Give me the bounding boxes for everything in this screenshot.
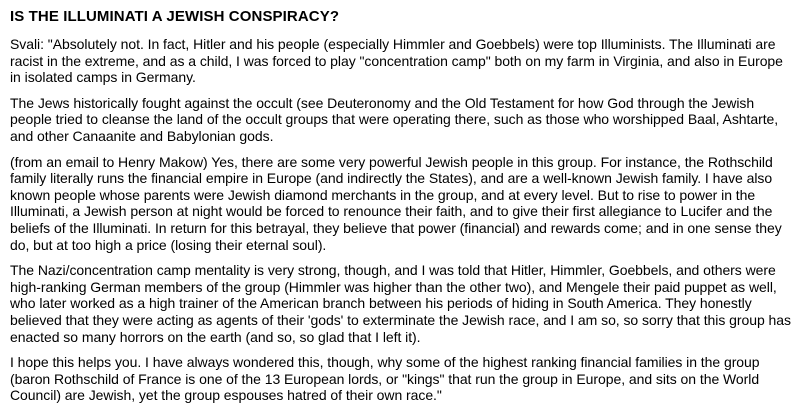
paragraph-closing: I hope this helps you. I have always wondered this, though, why some of the highest ranking financial families in the group (baron Rothschild of France is one of the 13 European lords, or "kings" that run the group in Europe, and sits on the World Council) are Jewish, yet the group espouses hatred of their own race." [10,354,760,404]
article-heading: IS THE ILLUMINATI A JEWISH CONSPIRACY? [10,8,340,25]
article [10,0,795,404]
paragraph-makow-email: (from an email to Henry Makow) Yes, there are some very powerful Jewish people in this group. For instance, the Rothschild family literally runs the financial empire in Europe (and indirectly the States), and are a well-known Jewish family. I have also known people whose parents were Jewish diamond merchants in the group, and at every level. But to rise to power in the Illuminati, a Jewish person at night would be forced to renounce their faith, and to give their first allegiance to Lucifer and the beliefs of the Illuminati. In return for this betrayal, they believe that power (financial) and rewards come; and in one sense they do, but at too high a price (losing their eternal soul). [10,153,782,253]
paragraph-jews-occult: The Jews historically fought against the occult (see Deuteronomy and the Old Testament for how God through the Jewish people tried to cleanse the land of the occult groups that were operating there, such as those who worshipped Baal, Ashtarte, and other Canaanite and Babylonian gods. [10,94,779,144]
paragraph-svali-answer: Svali: "Absolutely not. In fact, Hitler and his people (especially Himmler and Goebbels) were top Illuminists. The Illuminati are racist in the extreme, and as a child, I was forced to play "concentration camp" both on my farm in Virginia, and also in Europe in isolated camps in Germany. [10,36,783,86]
paragraph-nazi-mentality: The Nazi/concentration camp mentality is very strong, though, and I was told that Hitler, Himmler, Goebbels, and others were high-ranking German members of the group (Himmler was higher than the other two), and Mengele their paid puppet as well, who later worked as a high trainer of the American branch between his periods of hiding in South America. They honestly believed that they were acting as agents of their 'gods' to exterminate the Jewish race, and I am so, so sorry that this group has enacted so many horrors on the earth (and so, so glad that I left it). [10,262,791,345]
